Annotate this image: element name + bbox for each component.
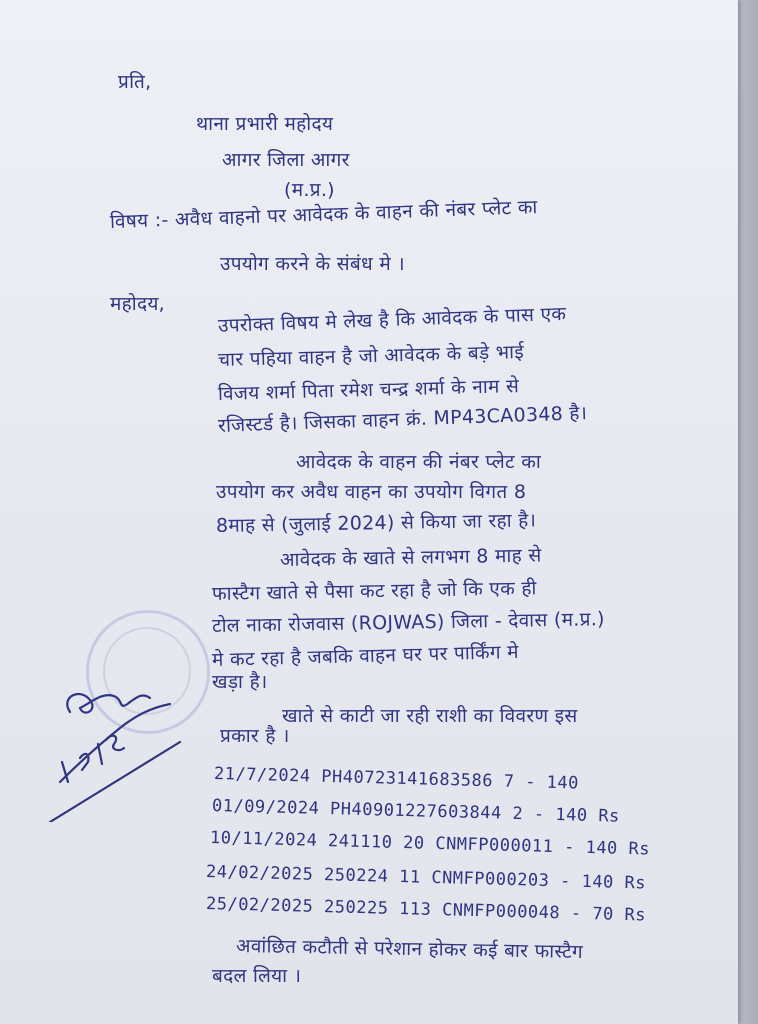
body-line: रजिस्टर्ड है। जिसका वाहन क्रं. MP43CA0348 है।: [217, 402, 588, 437]
body-line: आवेदक के वाहन की नंबर प्लेट का: [296, 451, 542, 473]
body-line: 8माह से (जुलाई 2024) से किया जा रहा है।: [215, 509, 537, 537]
transaction-line: 25/02/2025 250225 113 CNMFP000048 - 70 Rs: [205, 894, 647, 926]
body-line: उपयोग कर अवैध वाहन का उपयोग विगत 8: [216, 481, 527, 503]
body-line: मे कट रहा है जबकि वाहन घर पर पार्किंग मे: [211, 640, 520, 671]
transaction-line: 24/02/2025 250224 11 CNMFP000203 - 140 Rs: [205, 862, 647, 894]
greeting: महोदय,: [110, 293, 166, 315]
body-line: प्रकार है ।: [220, 725, 290, 747]
subject-line-1: विषय :- अवैध वाहनो पर आवेदक के वाहन की नंबर प्लेट का: [109, 196, 538, 233]
transaction-line: 01/09/2024 PH40901227603844 2 - 140 Rs: [211, 796, 621, 827]
recipient-line-1: थाना प्रभारी महोदय: [196, 113, 334, 135]
handwritten-signature-and-date: [40, 672, 190, 822]
recipient-line-2: आगर जिला आगर: [222, 149, 350, 171]
body-line: खाते से काटी जा रही राशी का विवरण इस: [282, 705, 578, 727]
body-line: आवेदक के खाते से लगभग 8 माह से: [279, 544, 542, 571]
body-line: विजय शर्मा पिता रमेश चन्द्र शर्मा के नाम से: [217, 375, 520, 405]
body-line: खड़ा है।: [212, 671, 268, 693]
subject-line-2: उपयोग करने के संबंध मे ।: [220, 253, 405, 275]
transaction-line: 21/7/2024 PH40723141683586 7 - 140: [213, 764, 580, 794]
closing-line: बदल लिया ।: [212, 965, 302, 987]
transaction-line: 10/11/2024 241110 20 CNMFP000011 - 140 Rs: [209, 828, 651, 860]
body-line: फास्टैग खाते से पैसा कट रहा है जो कि एक ही: [211, 577, 537, 605]
recipient-line-3: (म.प्र.): [284, 179, 335, 201]
body-line: टोल नाका रोजवास (ROJWAS) जिला - देवास (म.प्र.): [211, 608, 605, 637]
salutation-to: प्रति,: [118, 71, 152, 93]
body-line: चार पहिया वाहन है जो आवेदक के बड़े भाई: [217, 340, 525, 371]
body-line: उपरोक्त विषय मे लेख है कि आवेदक के पास एक: [217, 302, 567, 337]
closing-line: अवांछित कटौती से परेशान होकर कई बार फास्टैग: [235, 935, 584, 964]
